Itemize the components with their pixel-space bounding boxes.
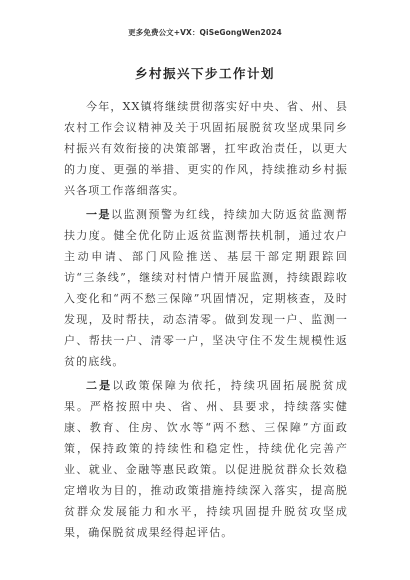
header-note: 更多免费公文+VX：QiSeGongWen2024 xyxy=(128,28,282,37)
paragraph-text: 今年，XX镇将继续贯彻落实好中央、省、州、县农村工作会议精神及关于巩固拓展脱贫攻坚成果同乡村振兴有效衔接的决策部署，扛牢政治责任，以更大的力度、更强的举措、更实的作风，持续推动乡村振兴各项工作落细落实。 xyxy=(64,100,348,197)
paragraph-point-1 xyxy=(64,204,348,372)
paragraph-intro xyxy=(64,96,348,201)
paragraph-point-2 xyxy=(64,375,348,543)
paragraph-lead: 二是 xyxy=(86,379,113,392)
document-title: 乡村振兴下步工作计划 xyxy=(134,66,275,81)
paragraph-text: 以监测预警为红线，持续加大防返贫监测帮扶力度。健全优化防止返贫监测帮扶机制，通过农户主动申请、部门风险推送、基层干部定期跟踪回访“三条线”，继续对村情户情开展监测，持续跟踪收入变化和“两不愁三保障”巩固情况，定期核查，及时发现，及时帮扶，动态清零。做到发现一户、监测一户、帮扶一户、清零一户，坚决守住不发生规模性返贫的底线。 xyxy=(64,208,348,368)
paragraph-text: 以政策保障为依托，持续巩固拓展脱贫成果。严格按照中央、省、州、县要求，持续落实健康、教育、住房、饮水等“两不愁、三保障”方面政策，保持政策的持续性和稳定性，持续优化完善产业、就业、金融等惠民政策。以促进脱贫群众长效稳定增收为目的，推动政策措施持续深入落实，提高脱贫群众发展能力和水平，持续巩固提升脱贫攻坚成果，确保脱贫成果经得起评估。 xyxy=(64,379,348,539)
paragraph-lead: 一是 xyxy=(86,208,111,221)
document-body xyxy=(64,96,348,543)
